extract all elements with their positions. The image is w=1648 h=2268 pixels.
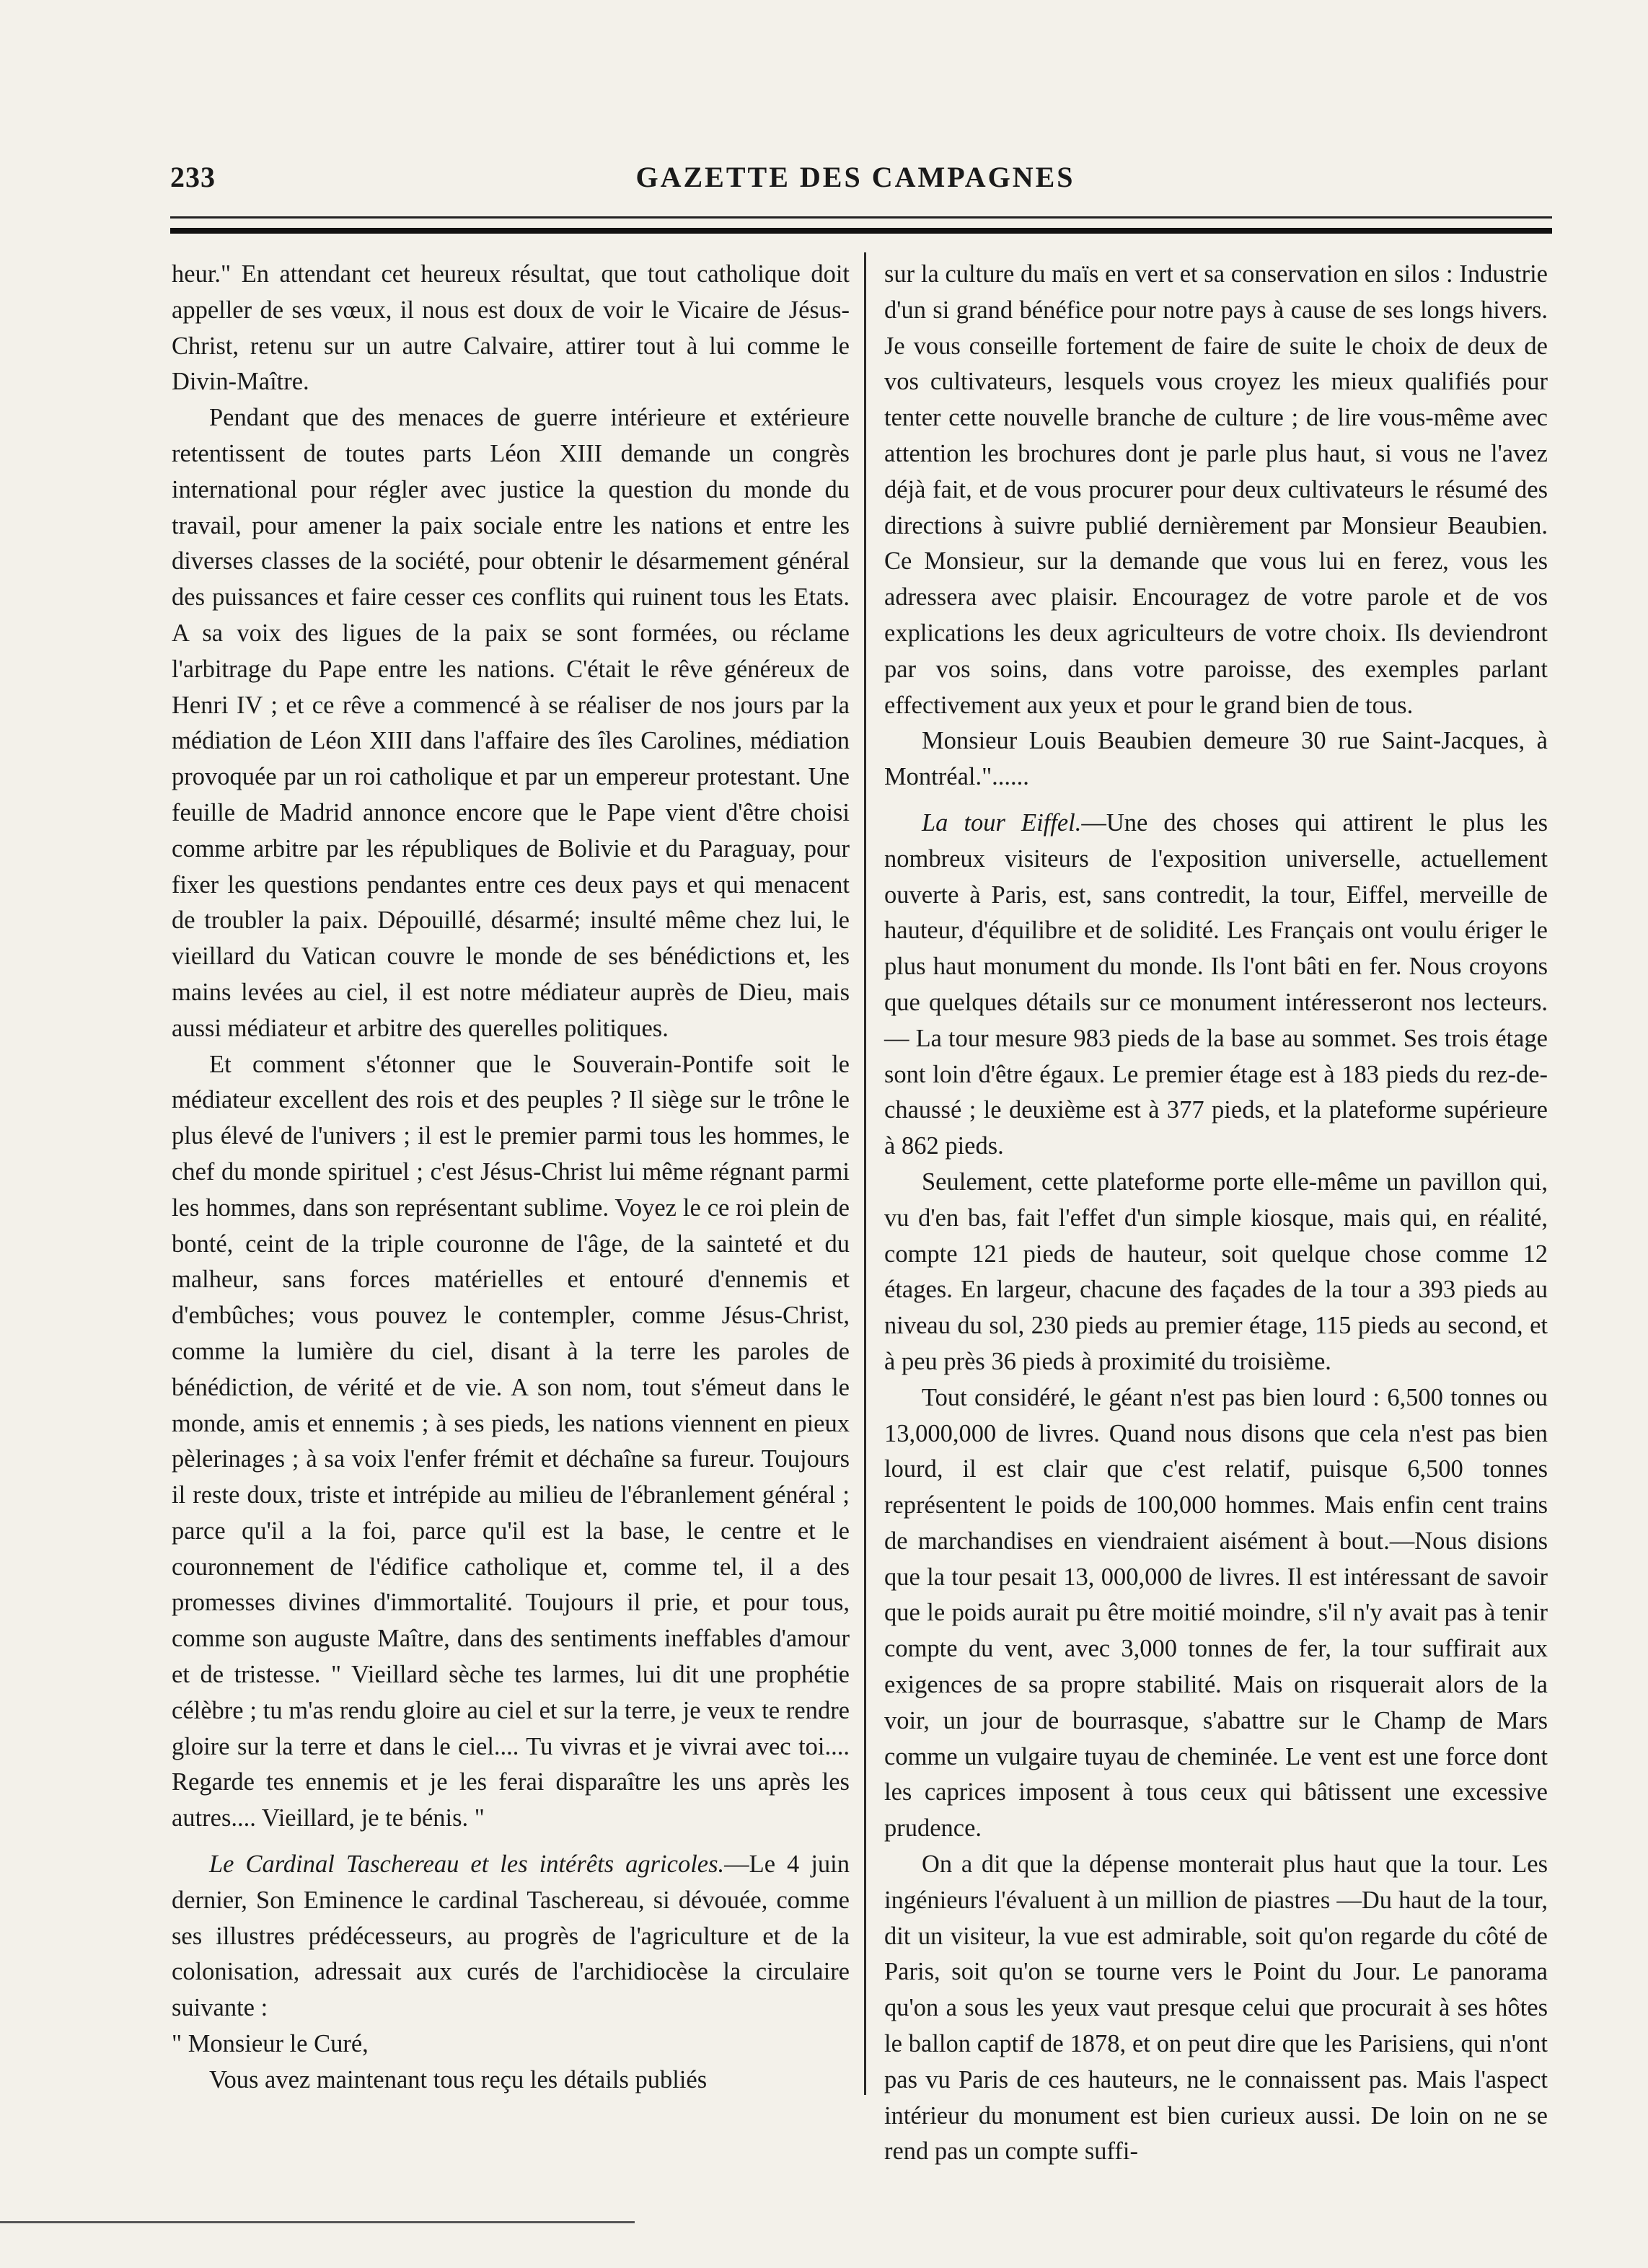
paragraph: sur la culture du maïs en vert et sa conservation en silos : Industrie d'un si grand bénéfice pour notre pays à cause de ses longs hivers. Je vous conseille fortement de faire de suite le choix de deux de vos cultivateurs, lesquels vous croyez les mieux qualifiés pour tenter cette nouvelle branche de culture ; de lire vous-même avec attention les brochures dont je parle plus haut, si vous ne l'avez déjà fait, et de vous procurer pour deux cultivateurs le résumé des directions à suivre publié dernièrement par Monsieur Beaubien. Ce Monsieur, sur la demande que vous lui en ferez, vous les adressera avec plaisir. Encouragez de votre parole et de vos explications les deux agriculteurs de votre choix. Ils deviendront par vos soins, dans votre paroisse, des exemples parlant effectivement aux yeux et pour le grand bien de tous. xyxy=(884,260,1548,719)
paragraph: Monsieur Louis Beaubien demeure 30 rue Saint-Jacques, à Montréal."...... xyxy=(884,727,1548,791)
paragraph: Tout considéré, le géant n'est pas bien lourd : 6,500 tonnes ou 13,000,000 de livres. Quand nous disons que cela n'est pas bien lourd, il est clair que c'est relatif, puisque 6,500 tonnes représentent le poids de 100,000 hommes. Mais enfin cent trains de marchandises en viendraient aisément à bout.—Nous disions que la tour pesait 13, 000,000 de livres. Il est intéressant de savoir que le poids aurait pu être moitié moindre, s'il n'y avait pas à tenir compte du vent, avec 3,000 tonnes de fer, la tour suffirait aux exigences de sa propre stabilité. Mais on risquerait alors de la voir, un jour de bourrasque, s'abattre sur le Champ de Mars comme un vulgaire tuyau de cheminée. Le vent est une force dont les caprices imposent à tous ceux qui bâtissent une excessive prudence. xyxy=(884,1383,1548,1843)
paragraph: heur." En attendant cet heureux résultat, que tout catholique doit appeller de ses vœux, il nous est doux de voir le Vicaire de Jésus-Christ, retenu sur un autre Calvaire, attirer tout à lui comme le Divin-Maître. xyxy=(172,260,850,396)
header-rule-thick xyxy=(170,228,1552,234)
paragraph: Et comment s'étonner que le Souverain-Pontife soit le médiateur excellent des rois et des peuples ? Il siège sur le trône le plus élevé de l'univers ; il est le premier parmi tous les hommes, le chef du monde spirituel ; c'est Jésus-Christ lui même régnant parmi les hommes, dans son représentant sublime. Voyez le ce roi plein de bonté, ceint de la triple couronne de l'âge, de la sainteté et du malheur, sans forces matérielles et entouré d'ennemis et d'embûches; vous pouvez le contempler, comme Jésus-Christ, comme la lumière du ciel, disant à la terre les paroles de bénédiction, de vérité et de vie. A son nom, tout s'émeut dans le monde, amis et ennemis ; à ses pieds, les nations viennent en pieux pèlerinages ; à sa voix l'enfer frémit et déchaîne sa fureur. Toujours il reste doux, triste et intrépide au milieu de l'ébranlement général ; parce qu'il a la foi, parce qu'il est la base, le centre et le couronnement de l'édifice catholique et, comme tel, il a des promesses divines d'immortalité. Toujours il prie, et pour tous, comme son auguste Maître, dans des sentiments ineffables d'amour et de tristesse. " Vieillard sèche tes larmes, lui dit une prophétie célèbre ; tu m'as rendu gloire au ciel et sur la terre, je veux te rendre gloire sur la terre et dans le ciel.... Tu vivras et je vivrai avec toi.... Regarde tes ennemis et je les ferai disparaître les uns après les autres.... Vieillard, je te bénis. " xyxy=(172,1050,850,1832)
paragraph-eiffel xyxy=(884,806,1548,1165)
running-title: GAZETTE DES CAMPAGNES xyxy=(635,161,1075,193)
paragraph: Seulement, cette plateforme porte elle-même un pavillon qui, vu d'en bas, fait l'effet d'un simple kiosque, mais qui, en réalité, compte 121 pieds de hauteur, soit quelque chose comme 12 étages. En largeur, chacune des façades de la tour a 393 pieds au niveau du sol, 230 pieds au premier étage, 115 pieds au second, et à peu près 36 pieds à proximité du troisième. xyxy=(884,1168,1548,1375)
section-title-eiffel: La tour Eiffel. xyxy=(922,808,1082,837)
paragraph: Vous avez maintenant tous reçu les détails publiés xyxy=(209,2065,708,2093)
column-divider xyxy=(864,252,866,2095)
paragraph: On a dit que la dépense monterait plus haut que la tour. Les ingénieurs l'évaluent à un million de piastres —Du haut de la tour, dit un visiteur, la vue est admirable, soit qu'on regarde du côté de Paris, soit qu'on se tourne vers le Point du Jour. Le panorama qu'on a sous les yeux vaut presque celui que procurait à ses hôtes le ballon captif de 1878, et on peut dire que les Parisiens, qui n'ont pas vu Paris de ces hauteurs, ne le connaissent pas. Mais l'aspect intérieur du monument est bien curieux aussi. De loin on ne se rend pas un compte suffi- xyxy=(884,1850,1548,2166)
paragraph-text: —Une des choses qui attirent le plus les nombreux visiteurs de l'exposition universelle, actuellement ouverte à Paris, est, sans contredit, la tour, Eiffel, merveille de hauteur, d'équilibre et de solidité. Les Français ont voulu ériger le plus haut monument du monde. Ils l'ont bâti en fer. Nous croyons que quelques détails sur ce monument intéresseront nos lecteurs. — La tour mesure 983 pieds de la base au sommet. Ses trois étage sont loin d'être égaux. Le premier étage est à 183 pieds du rez-de-chaussé ; le deuxième est à 377 pieds, et la plateforme supérieure à 862 pieds. xyxy=(884,808,1548,1160)
page-header xyxy=(170,160,1541,203)
bottom-rule xyxy=(0,2221,635,2223)
paragraph-text: —Le 4 juin dernier, Son Eminence le cardinal Taschereau, si dévouée, comme ses illustres prédécesseurs, au progrès de l'agriculture et de la colonisation, adressait aux curés de l'archidiocèse la circulaire suivante : xyxy=(172,1850,850,2022)
left-column xyxy=(172,257,850,2099)
section-title-cardinal: Le Cardinal Taschereau et les intérêts agricoles. xyxy=(209,1850,725,1879)
paragraph: Pendant que des menaces de guerre intérieure et extérieure retentissent de toutes parts Léon XIII demande un congrès international pour régler avec justice la question du monde du travail, pour amener la paix sociale entre les nations et entre les diverses classes de la société, pour obtenir le désarmement général des puissances et faire cesser ces conflits qui ruinent tous les Etats. A sa voix des ligues de la paix se sont formées, ou réclame l'arbitrage du Pape entre les nations. C'était le rêve généreux de Henri IV ; et ce rêve a commencé à se réaliser de nos jours par la médiation de Léon XIII dans l'affaire des îles Carolines, médiation provoquée par un roi catholique et par un empereur protestant. Une feuille de Madrid annonce encore que le Pape vient d'être choisi comme arbitre par les républiques de Bolivie et du Paraguay, pour fixer les questions pendantes entre ces deux pays et qui menacent de troubler la paix. Dépouillé, désarmé; insulté même chez lui, le vieillard du Vatican couvre le monde de ses bénédictions et, les mains levées au ciel, il est notre médiateur auprès de Dieu, mais aussi médiateur et arbitre des querelles politiques. xyxy=(172,404,850,1042)
paragraph-agricultural xyxy=(172,1847,850,2026)
header-rule-thin xyxy=(170,216,1552,219)
page-number: 233 xyxy=(170,161,216,193)
salutation: " Monsieur le Curé, xyxy=(172,2030,369,2058)
right-column xyxy=(884,257,1548,2170)
